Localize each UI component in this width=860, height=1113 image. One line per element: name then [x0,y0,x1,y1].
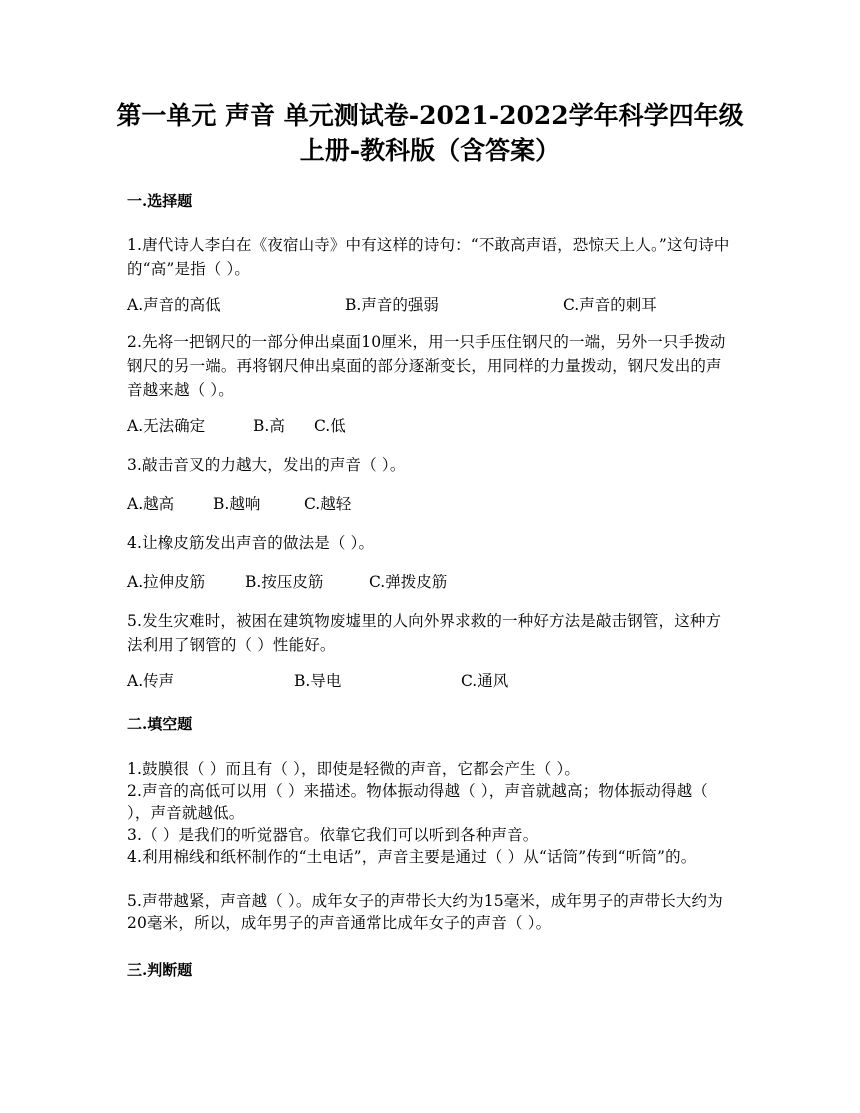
choice-question-2: 2.先将一把钢尺的一部分伸出桌面10厘米，用一只手压住钢尺的一端，另外一只手拨动钢尺的另一端。再将钢尺伸出桌面的部分逐渐变长，用同样的力量拨动，钢尺发出的声音越来越（ ）。 [127,333,726,399]
option-c: C.越轻 [304,495,352,513]
fill-question-1: 1.鼓膜很（ ）而且有（ ），即使是轻微的声音，它都会产生（ ）。 [127,760,581,778]
section-heading-choice: 一.选择题 [127,192,193,210]
fill-question-4: 4.利用棉线和纸杯制作的“土电话”，声音主要是通过（ ）从“话筒”传到“听筒”的。 [127,848,697,866]
document-title [60,98,800,168]
option-b: B.声音的强弱 [345,296,439,314]
section-heading-judge: 三.判断题 [127,961,193,979]
fill-question-5: 5.声带越紧，声音越（ ）。成年女子的声带长大约为15毫米，成年男子的声带长大约为20毫米，所以，成年男子的声音通常比成年女子的声音（ ）。 [127,892,723,932]
choice-question-4: 4.让橡皮筋发出声音的做法是（ ）。 [127,534,375,552]
choice-question-3: 3.敲击音叉的力越大，发出的声音（ ）。 [127,456,406,474]
option-a: A.无法确定 [127,417,206,435]
option-b: B.高 [253,417,285,435]
option-c: C.低 [314,417,346,435]
choice-question-5: 5.发生灾难时，被困在建筑物废墟里的人向外界求救的一种好方法是敲击钢管，这种方法利用了钢管的（ ）性能好。 [127,612,722,654]
option-a: A.传声 [127,672,175,690]
choice-question-1: 1.唐代诗人李白在《夜宿山寺》中有这样的诗句：“不敢高声语，恐惊天上人。”这句诗中的“高”是指（ ）。 [127,236,730,278]
option-c: C.通风 [461,672,509,690]
option-b: B.按压皮筋 [245,573,324,591]
title-line-1: 第一单元 声音 单元测试卷-2021-2022学年科学四年级 [116,101,744,130]
option-b: B.导电 [294,672,342,690]
section-heading-fill: 二.填空题 [127,715,193,733]
fill-question-3: 3.（ ）是我们的听觉器官。依靠它我们可以听到各种声音。 [127,826,539,844]
option-a: A.拉伸皮筋 [127,573,206,591]
title-line-2: 上册-教科版（含答案） [299,136,561,165]
option-c: C.声音的刺耳 [563,296,657,314]
option-a: A.声音的高低 [127,296,221,314]
option-c: C.弹拨皮筋 [369,573,448,591]
option-a: A.越高 [127,495,175,513]
option-b: B.越响 [213,495,261,513]
fill-question-2: 2.声音的高低可以用（ ）来描述。物体振动得越（ ），声音就越高；物体振动得越（ ），声音就越低。 [127,782,708,822]
